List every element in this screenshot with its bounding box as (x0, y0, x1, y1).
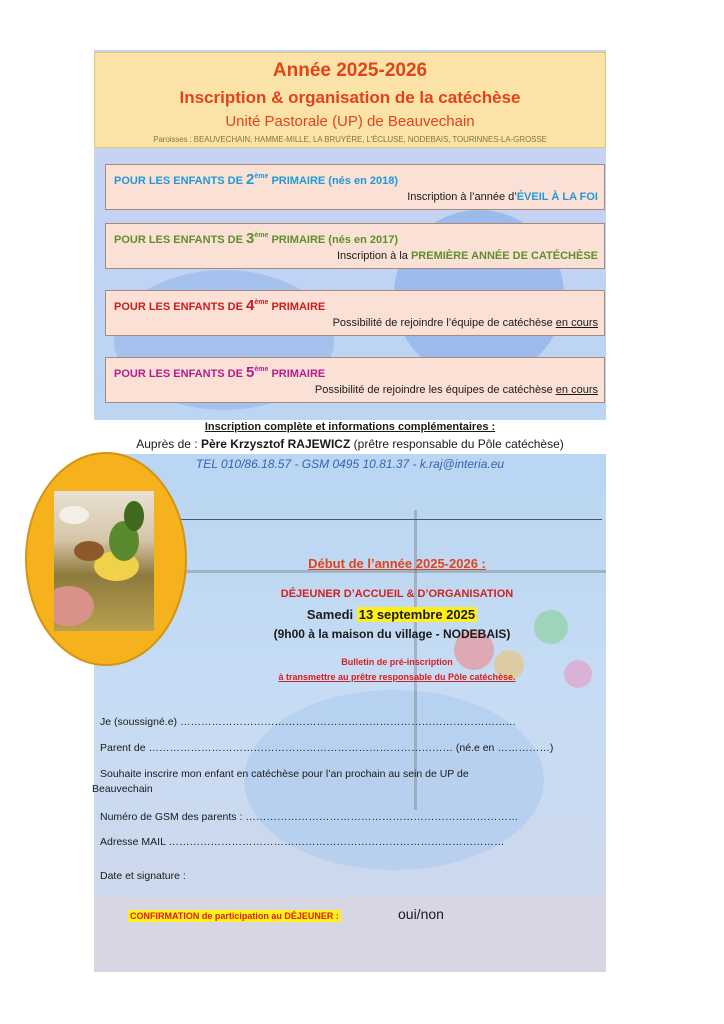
card-heading: POUR LES ENFANTS DE 4ème PRIMAIRE (114, 297, 326, 314)
info-contact-person: Auprès de : Père Krzysztof RAJEWICZ (prêtre responsable du Pôle catéchèse) (136, 437, 564, 451)
form-enrol-statement: Souhaite inscrire mon enfant en catéchèse pour l’an prochain au sein de UP de (100, 768, 469, 780)
bulletin-instruction: à transmettre au prêtre responsable du Pôle catéchèse. (278, 672, 516, 682)
form-signatory-field: Je (soussigné.e) …………………………………………………………………………………… (100, 716, 516, 728)
breakfast-photo (54, 491, 154, 631)
contact-details: TEL 010/86.18.57 - GSM 0495 10.81.37 - k.raj@interia.eu (195, 457, 505, 471)
event-subtitle: DÉJEUNER D’ACCUEIL & D’ORGANISATION (280, 588, 514, 600)
form-child-field: Parent de …………………………………………………………………………… (né.e en ……………) (100, 742, 554, 754)
event-date: Samedi 13 septembre 2025 (306, 607, 476, 622)
header-unit: Unité Pastorale (UP) de Beauvechain (225, 113, 475, 130)
divider-line (180, 519, 602, 520)
card-detail: Possibilité de rejoindre les équipes de catéchèse en cours (314, 384, 598, 396)
card-detail: Inscription à la PREMIÈRE ANNÉE DE CATÉCHÈSE (336, 250, 598, 262)
info-title: Inscription complète et informations complémentaires : (204, 421, 496, 433)
card-detail: Inscription à l’année d’ÉVEIL À LA FOI (407, 191, 598, 203)
card-heading: POUR LES ENFANTS DE 3ème PRIMAIRE (nés en 2017) (114, 230, 398, 247)
form-phone-field: Numéro de GSM des parents : …………………………………………………………………… (100, 811, 519, 823)
card-5th-grade (105, 357, 605, 403)
bulletin-title: Bulletin de pré-inscription (341, 657, 453, 667)
confirmation-value: oui/non (398, 906, 444, 922)
card-2nd-grade (105, 164, 605, 210)
card-detail: Possibilité de rejoindre l’équipe de catéchèse en cours (332, 317, 598, 329)
header-parishes: Paroisses : BEAUVECHAIN, HAMME-MILLE, LA BRUYÈRE, L’ÉCLUSE, NODEBAIS, TOURINNES-LA-GROSSE (153, 135, 547, 144)
header-title: Inscription & organisation de la catéchèse (179, 88, 521, 107)
form-signature-field: Date et signature : (100, 870, 186, 882)
header-banner (94, 52, 606, 148)
header-year: Année 2025-2026 (272, 60, 428, 81)
event-title: Début de l’année 2025-2026 : (308, 556, 486, 571)
card-4th-grade (105, 290, 605, 336)
card-3rd-grade (105, 223, 605, 269)
event-place: (9h00 à la maison du village - NODEBAIS) (273, 627, 511, 641)
card-heading: POUR LES ENFANTS DE 5ème PRIMAIRE (114, 364, 326, 381)
confirmation-label: CONFIRMATION de participation au DÉJEUNER : (130, 911, 339, 921)
form-enrol-statement-cont: Beauvechain (92, 783, 153, 795)
card-heading: POUR LES ENFANTS DE 2ème PRIMAIRE (nés en 2018) (114, 171, 398, 188)
info-box (94, 420, 606, 454)
form-email-field: Adresse MAIL …………………………………………………………………………………… (100, 836, 505, 848)
confirmation-bar (94, 896, 606, 972)
